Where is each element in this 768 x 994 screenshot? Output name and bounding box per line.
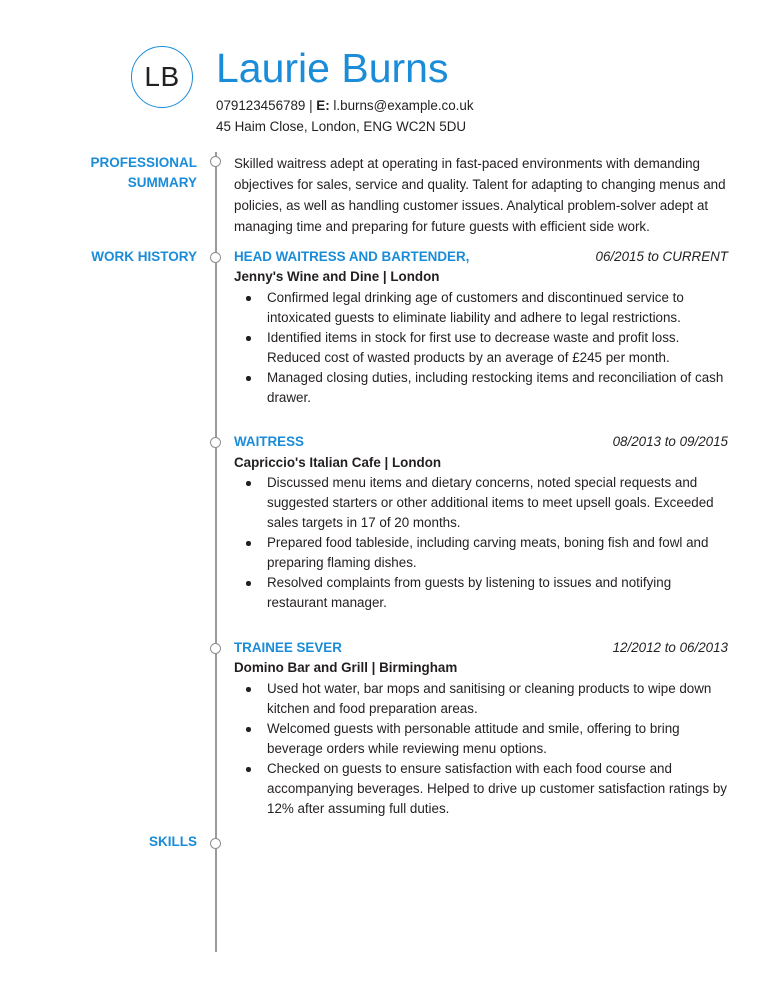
job-company: Capriccio's Italian Cafe | London — [234, 455, 442, 470]
section-label-skills: SKILLS — [148, 834, 197, 849]
job-bullet: Welcomed guests with personable attitude and smile, offering to bring beverage orders while reviewing menu options. — [234, 719, 734, 759]
timeline-dot-job-1 — [210, 252, 221, 263]
timeline-dot-job-2 — [210, 437, 221, 448]
address: 45 Haim Close, London, ENG WC2N 5DU — [216, 119, 467, 134]
candidate-name: Laurie Burns — [216, 45, 449, 91]
job-company: Jenny's Wine and Dine | London — [234, 269, 440, 284]
job-bullets — [234, 288, 734, 408]
phone-number: 079123456789 — [216, 98, 306, 113]
job-bullets — [234, 473, 734, 613]
section-label-professional-summary — [90, 153, 197, 193]
timeline-dot-job-3 — [210, 643, 221, 654]
email-label: E: — [316, 98, 330, 113]
job-bullet: Used hot water, bar mops and sanitising or cleaning products to wipe down kitchen and food preparation areas. — [234, 679, 734, 719]
section-label-line: SUMMARY — [127, 175, 197, 190]
monogram-avatar — [131, 46, 193, 108]
contact-separator: | — [305, 98, 317, 113]
summary-text: Skilled waitress adept at operating in fast-paced environments with demanding objectives for sales, service and quality. Talent for adapting to changing menus and policies, as well as handling customer issues. Analytical problem-solver adept at managing time and preparing for future guests with efficient side work. — [234, 156, 726, 234]
job-bullet: Resolved complaints from guests by listening to issues and notifying restaurant manager. — [234, 573, 734, 613]
job-title: HEAD WAITRESS AND BARTENDER, — [234, 249, 470, 264]
job-bullet: Discussed menu items and dietary concerns, noted special requests and suggested starters or other additional items to meet upsell goals. Exceeded sales targets in 17 of 20 months. — [234, 473, 734, 533]
job-title: TRAINEE SEVER — [234, 640, 342, 655]
section-label-line: PROFESSIONAL — [90, 155, 197, 170]
job-title: WAITRESS — [234, 434, 304, 449]
job-bullet: Managed closing duties, including restocking items and reconciliation of cash drawer. — [234, 368, 734, 408]
job-bullet: Confirmed legal drinking age of customers and discontinued service to intoxicated guests to eliminate liability and adhere to legal restrictions. — [234, 288, 734, 328]
job-company: Domino Bar and Grill | Birmingham — [234, 660, 458, 675]
section-label-work-history: WORK HISTORY — [91, 249, 197, 264]
timeline-dot-summary — [210, 156, 221, 167]
contact-line-1 — [216, 95, 474, 116]
timeline-line — [215, 152, 217, 952]
email-address: l.burns@example.co.uk — [333, 98, 474, 113]
job-dates: 08/2013 to 09/2015 — [612, 434, 728, 449]
job-bullet: Checked on guests to ensure satisfaction with each food course and accompanying beverages. Helped to drive up customer satisfaction ratings by 12% after assuming full duties. — [234, 759, 734, 819]
job-bullet: Identified items in stock for first use to decrease waste and profit loss. Reduced cost of wasted products by an average of £245 per month. — [234, 328, 734, 368]
monogram-initials: LB — [144, 61, 180, 92]
contact-block — [216, 95, 474, 137]
job-bullets — [234, 679, 734, 819]
job-dates: 12/2012 to 06/2013 — [612, 640, 728, 655]
job-dates: 06/2015 to CURRENT — [595, 249, 728, 264]
timeline-dot-skills — [210, 838, 221, 849]
job-bullet: Prepared food tableside, including carving meats, boning fish and fowl and preparing flaming dishes. — [234, 533, 734, 573]
